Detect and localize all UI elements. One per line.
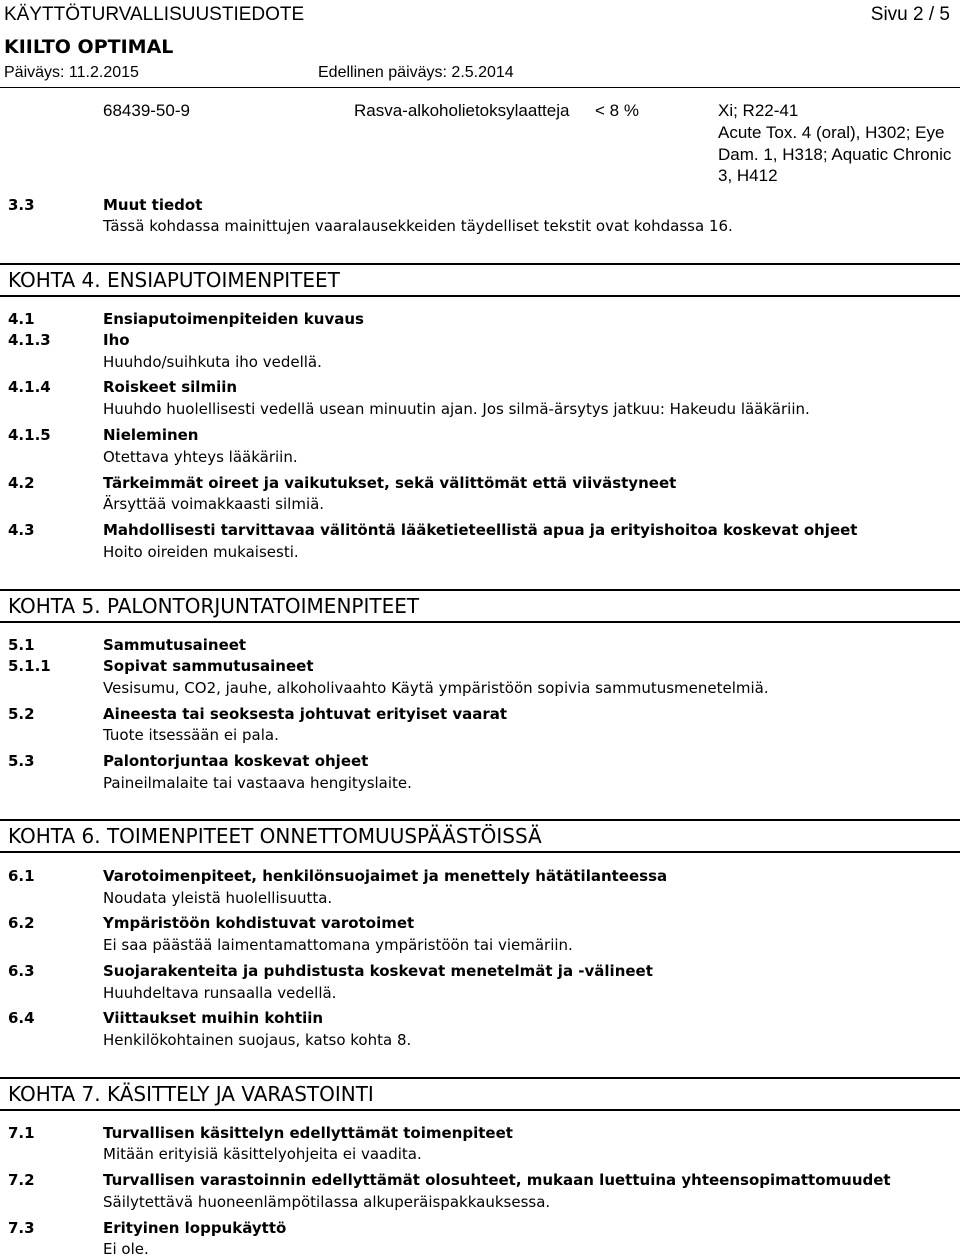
item-title: Tärkeimmät oireet ja vaikutukset, sekä välittömät että viivästyneet [103, 474, 677, 492]
item-text: Otettava yhteys lääkäriin. [103, 448, 298, 466]
component-class-line: Acute Tox. 4 (oral), H302; Eye [718, 123, 945, 142]
section-heading-7 [0, 1077, 960, 1111]
section-heading-4 [0, 263, 960, 297]
document-title: KÄYTTÖTURVALLISUUSTIEDOTE [4, 4, 305, 25]
component-name: Rasva-alkoholietoksylaatteja [354, 101, 570, 120]
item-title: Nieleminen [103, 426, 199, 444]
item-number: 6.2 [8, 914, 35, 932]
item-title: Turvallisen käsittelyn edellyttämät toimenpiteet [103, 1124, 513, 1142]
item-number: 4.1.3 [8, 331, 51, 349]
item-number: 5.3 [8, 752, 35, 770]
item-text: Tuote itsessään ei pala. [103, 726, 279, 744]
previous-date: Edellinen päiväys: 2.5.2014 [318, 64, 514, 81]
page-number: Sivu 2 / 5 [870, 4, 950, 25]
component-class-line: 3, H412 [718, 166, 778, 185]
item-title: Ensiaputoimenpiteiden kuvaus [103, 310, 364, 328]
item-number: 6.3 [8, 962, 35, 980]
section-title: KOHTA 5. PALONTORJUNTATOIMENPITEET [8, 594, 420, 618]
item-title: Erityinen loppukäyttö [103, 1219, 287, 1237]
item-number: 7.2 [8, 1171, 35, 1189]
item-text: Ei saa päästää laimentamattomana ympäristöön tai viemäriin. [103, 936, 573, 954]
item-number: 5.2 [8, 705, 35, 723]
item-number: 7.1 [8, 1124, 35, 1142]
item-title: Mahdollisesti tarvittavaa välitöntä lääketieteellistä apua ja erityishoitoa koskevat ohjeet [103, 521, 858, 539]
issue-date: Päiväys: 11.2.2015 [4, 64, 139, 81]
item-text: Tässä kohdassa mainittujen vaaralausekkeiden täydelliset tekstit ovat kohdassa 16. [103, 217, 733, 235]
item-number: 5.1 [8, 636, 35, 654]
item-number: 7.3 [8, 1219, 35, 1237]
item-title: Roiskeet silmiin [103, 378, 238, 396]
item-text: Hoito oireiden mukaisesti. [103, 543, 299, 561]
item-title: Viittaukset muihin kohtiin [103, 1009, 324, 1027]
section-heading-6 [0, 819, 960, 853]
item-text: Paineilmalaite tai vastaava hengityslaite. [103, 774, 412, 792]
item-number: 3.3 [8, 196, 35, 214]
component-concentration: < 8 % [595, 101, 639, 120]
component-cas: 68439-50-9 [103, 101, 190, 120]
component-class-line: Dam. 1, H318; Aquatic Chronic [718, 145, 952, 164]
item-title: Palontorjuntaa koskevat ohjeet [103, 752, 369, 770]
item-title: Sammutusaineet [103, 636, 247, 654]
item-number: 4.1.4 [8, 378, 51, 396]
item-number: 4.1 [8, 310, 35, 328]
header-divider [0, 87, 960, 88]
item-text: Ei ole. [103, 1240, 149, 1258]
item-title: Sopivat sammutusaineet [103, 657, 314, 675]
item-text: Huuhdo/suihkuta iho vedellä. [103, 353, 322, 371]
item-title: Suojarakenteita ja puhdistusta koskevat menetelmät ja -välineet [103, 962, 653, 980]
section-heading-5 [0, 589, 960, 623]
item-text: Mitään erityisiä käsittelyohjeita ei vaadita. [103, 1145, 422, 1163]
component-class-line: Xi; R22-41 [718, 101, 799, 120]
item-text: Säilytettävä huoneenlämpötilassa alkuperäispakkauksessa. [103, 1193, 551, 1211]
item-text: Noudata yleistä huolellisuutta. [103, 889, 333, 907]
item-title: Varotoimenpiteet, henkilönsuojaimet ja menettely hätätilanteessa [103, 867, 668, 885]
item-text: Henkilökohtainen suojaus, katso kohta 8. [103, 1031, 412, 1049]
item-number: 4.2 [8, 474, 35, 492]
item-title: Aineesta tai seoksesta johtuvat erityiset vaarat [103, 705, 508, 723]
item-title: Turvallisen varastoinnin edellyttämät olosuhteet, mukaan luettuina yhteensopimattomuudet [103, 1171, 891, 1189]
item-text: Huuhdo huolellisesti vedellä usean minuutin ajan. Jos silmä-ärsytys jatkuu: Hakeudu lääkäriin. [103, 400, 810, 418]
item-number: 4.3 [8, 521, 35, 539]
item-text: Vesisumu, CO2, jauhe, alkoholivaahto Käytä ympäristöön sopivia sammutusmenetelmiä. [103, 679, 769, 697]
item-title: Iho [103, 331, 130, 349]
item-title: Muut tiedot [103, 196, 203, 214]
item-number: 4.1.5 [8, 426, 51, 444]
section-title: KOHTA 7. KÄSITTELY JA VARASTOINTI [8, 1082, 374, 1106]
item-text: Huuhdeltava runsaalla vedellä. [103, 984, 337, 1002]
section-title: KOHTA 6. TOIMENPITEET ONNETTOMUUSPÄÄSTÖISSÄ [8, 824, 542, 848]
item-number: 6.1 [8, 867, 35, 885]
section-title: KOHTA 4. ENSIAPUTOIMENPITEET [8, 268, 340, 292]
item-number: 5.1.1 [8, 657, 51, 675]
product-name: KIILTO OPTIMAL [4, 36, 174, 58]
item-number: 6.4 [8, 1009, 35, 1027]
item-text: Ärsyttää voimakkaasti silmiä. [103, 495, 325, 513]
item-title: Ympäristöön kohdistuvat varotoimet [103, 914, 415, 932]
